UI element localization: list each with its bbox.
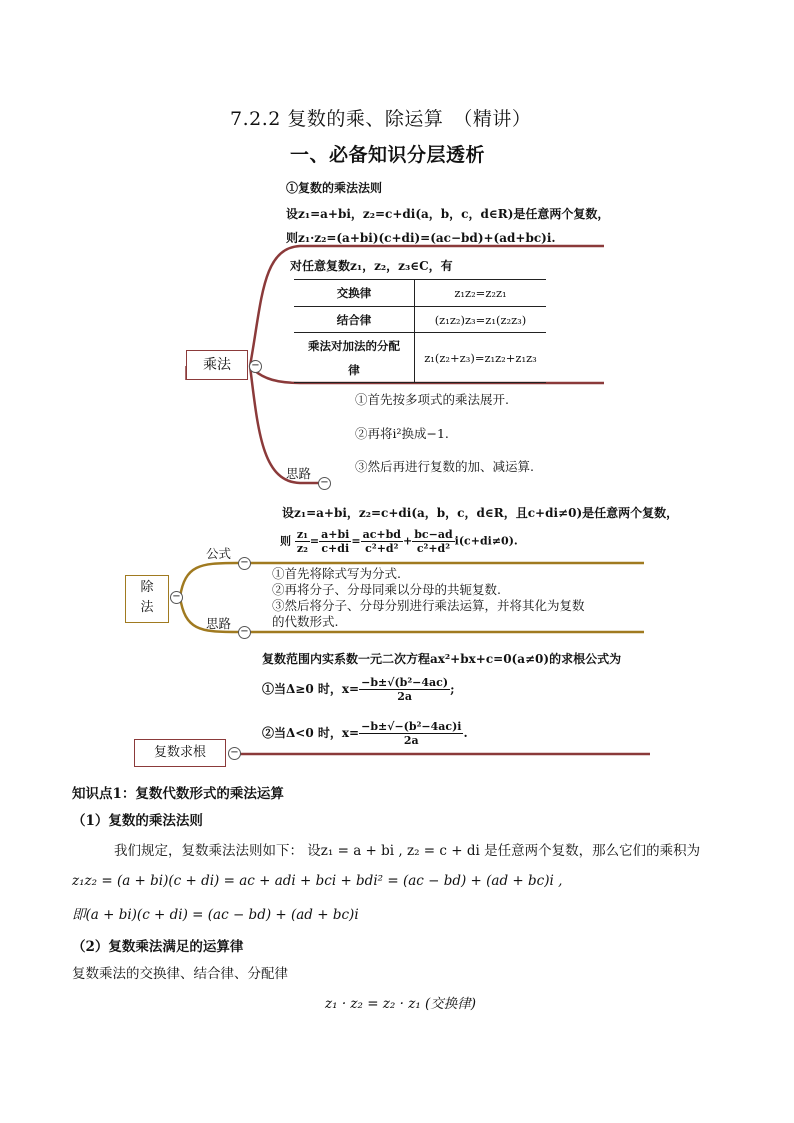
collapse-toggle-icon[interactable]: − <box>249 360 262 373</box>
collapse-toggle-icon[interactable]: − <box>228 747 241 760</box>
fraction <box>361 528 403 555</box>
div-formula-label: 公式 <box>206 546 232 561</box>
div-idea-1: ①首先将除式写为分式. <box>272 566 401 581</box>
case-suffix: . <box>463 726 468 740</box>
equation-1: z₁z₂ = (a + bi)(c + di) = ac + adi + bci + bdi² = (ac − bd) + (ad + bc)i , <box>72 873 563 889</box>
case-prefix: ①当Δ≥0 时，x= <box>262 682 360 696</box>
table-row <box>294 307 546 333</box>
mult-idea-2: ②再将i²换成−1. <box>355 426 449 441</box>
laws-intro: 对任意复数z₁，z₂，z₃∈C，有 <box>290 259 453 273</box>
equation-2: 即(a + bi)(c + di) = (ac − bd) + (ad + bc)i <box>72 907 359 923</box>
div-idea-2: ②再将分子、分母同乘以分母的共轭复数. <box>272 582 501 597</box>
fraction-numerator: a+bi <box>321 528 350 541</box>
div-ideas <box>272 566 585 630</box>
fraction-denominator: z₂ <box>296 542 308 555</box>
table-row <box>294 280 546 307</box>
section-heading: 一、必备知识分层透析 <box>290 144 486 166</box>
mult-idea-1: ①首先按多项式的乘法展开. <box>355 392 509 407</box>
knowledge-point-heading: 知识点1：复数代数形式的乘法运算 <box>72 786 284 802</box>
fraction-denominator: c+di <box>321 542 350 555</box>
document-title: 7.2.2 复数的乘、除运算 （精讲） <box>230 108 532 130</box>
node-label: 乘法 <box>203 357 231 373</box>
law-name-line: 乘法对加法的分配 <box>308 338 400 353</box>
case-prefix: ②当Δ<0 时，x= <box>262 726 360 740</box>
node-label: 除 <box>140 580 154 595</box>
law-name-line: 律 <box>348 362 360 377</box>
law-name: 结合律 <box>294 307 415 333</box>
div-idea-label: 思路 <box>206 616 232 631</box>
case-suffix: ; <box>450 682 455 696</box>
fraction-numerator: z₁ <box>296 528 308 541</box>
law-formula: z₁z₂=z₂z₁ <box>415 280 547 307</box>
equation-3: z₁ · z₂ = z₂ · z₁ (交换律) <box>325 996 477 1012</box>
mindmap-node-division[interactable] <box>125 575 169 623</box>
law-name: 交换律 <box>294 280 415 307</box>
paragraph-2: 复数乘法的交换律、结合律、分配律 <box>72 966 288 982</box>
collapse-toggle-icon[interactable]: − <box>318 477 331 490</box>
mult-idea-3: ③然后再进行复数的加、减运算. <box>355 459 534 474</box>
collapse-toggle-icon[interactable]: − <box>238 626 251 639</box>
mindmap-node-roots[interactable] <box>134 739 226 767</box>
fraction-denominator: c²+d² <box>416 542 451 555</box>
roots-intro: 复数范围内实系数一元二次方程ax²+bx+c=0(a≠0)的求根公式为 <box>262 652 622 666</box>
table-row <box>294 333 546 383</box>
node-label: 法 <box>140 600 154 615</box>
formula-prefix: 则 <box>280 534 291 548</box>
subsection-heading-1: （1）复数的乘法法则 <box>72 813 203 829</box>
roots-case-1 <box>262 676 455 703</box>
fraction-numerator: ac+bd <box>362 528 402 541</box>
collapse-toggle-icon[interactable]: − <box>238 557 251 570</box>
fraction-denominator: 2a <box>403 734 419 747</box>
fraction <box>319 528 351 555</box>
div-formula-line2: 则 $\frac{\text{z₁}}{\text{z₂}}$ = $\frac{a+bi}{c+di}$ = $\frac{ac+bd}{\text{c²+d²}}$ + $\frac{bc-ad}{\text{c²+d²}}$ i(c+di≠0). <box>280 528 518 555</box>
fraction-denominator: c²+d² <box>365 542 399 555</box>
paragraph-1: 我们规定，复数乘法法则如下： 设z₁ = a + bi , z₂ = c + di 是任意两个复数，那么它们的乘积为 <box>114 843 701 859</box>
law-formula: (z₁z₂)z₃=z₁(z₂z₃) <box>415 307 547 333</box>
div-formula-line1: 设z₁=a+bi，z₂=c+di(a，b，c，d∈R，且c+di≠0)是任意两个复数， <box>282 506 679 520</box>
fraction <box>359 676 450 703</box>
mult-idea-label: 思路 <box>286 466 312 481</box>
fraction-numerator: bc−ad <box>414 528 453 541</box>
law-name <box>294 333 415 383</box>
subsection-heading-2: （2）复数乘法满足的运算律 <box>72 939 244 955</box>
laws-table <box>294 279 546 383</box>
mindmap-node-multiplication[interactable] <box>186 350 248 380</box>
fraction <box>359 720 463 747</box>
fraction-denominator: 2a <box>397 690 412 703</box>
fraction <box>295 528 310 555</box>
fraction-numerator: −b±√(b²−4ac) <box>361 676 449 689</box>
div-idea-3: ③然后将分子、分母分别进行乘法运算，并将其化为复数 <box>272 598 585 613</box>
roots-case-2 <box>262 720 468 747</box>
law-formula: z₁(z₂+z₃)=z₁z₂+z₁z₃ <box>415 333 547 383</box>
fraction-numerator: −b±√−(b²−4ac)i <box>361 720 462 733</box>
mult-rule-line1: 设z₁=a+bi，z₂=c+di(a，b，c，d∈R)是任意两个复数， <box>286 207 610 221</box>
mult-rule-line2: 则z₁·z₂=(a+bi)(c+di)=(ac−bd)+(ad+bc)i. <box>286 231 556 245</box>
mult-rule-title: ①复数的乘法法则 <box>286 181 383 195</box>
fraction <box>412 528 454 555</box>
node-label: 复数求根 <box>153 745 206 760</box>
collapse-toggle-icon[interactable]: − <box>170 591 183 604</box>
formula-suffix: i(c+di≠0). <box>454 534 518 548</box>
div-idea-4: 的代数形式. <box>272 614 339 629</box>
